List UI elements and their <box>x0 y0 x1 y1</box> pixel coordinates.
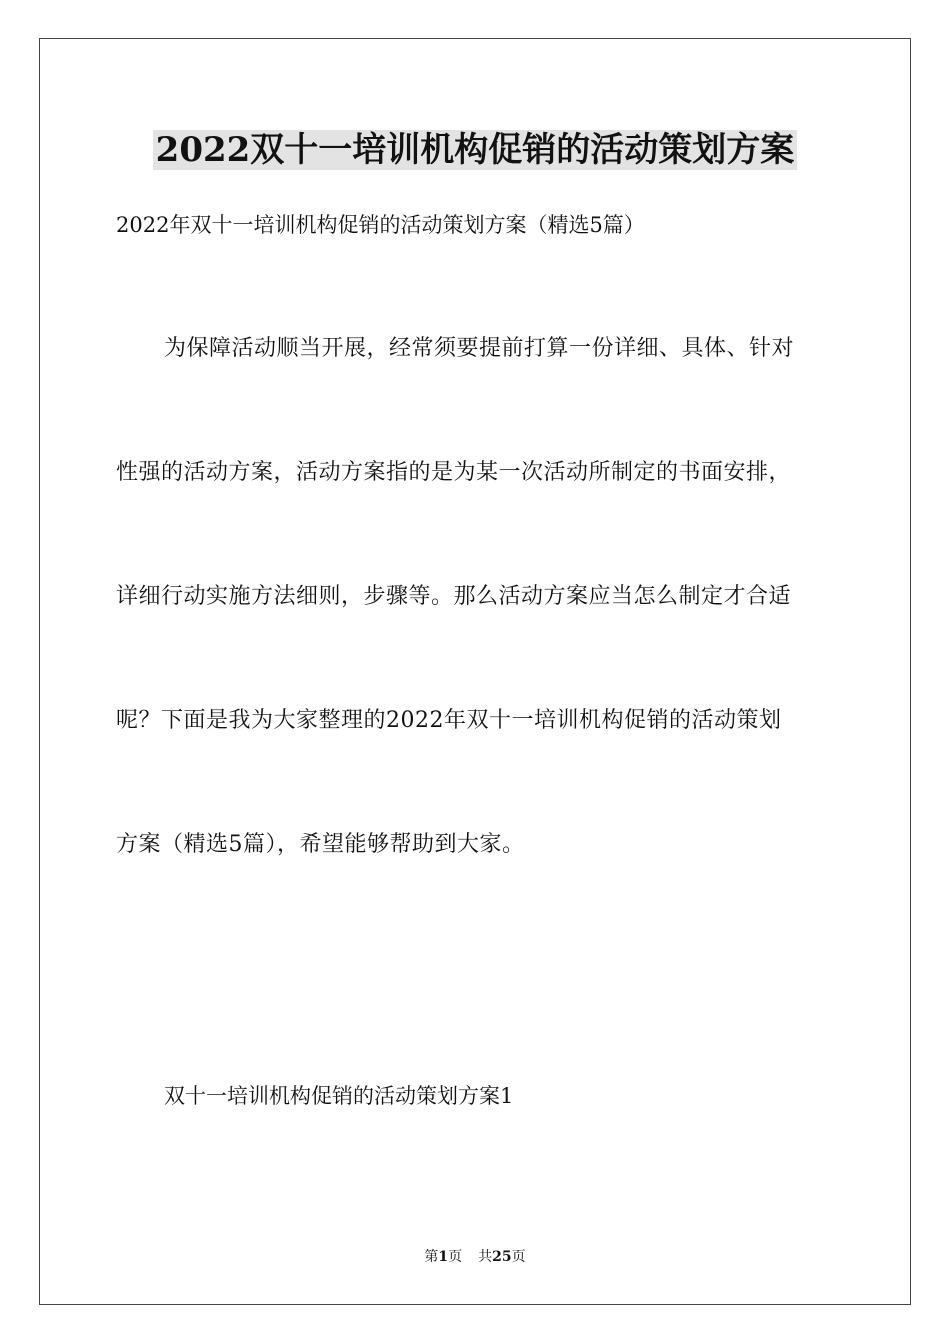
footer-total-suffix: 页 <box>511 1249 526 1265</box>
document-title <box>0 124 950 176</box>
document-subtitle: 2022年双十一培训机构促销的活动策划方案（精选5篇） <box>116 213 645 237</box>
section-heading: 双十一培训机构促销的活动策划方案1 <box>164 1084 514 1108</box>
page-footer <box>0 1247 950 1267</box>
paragraph-line-3: 详细行动实施方法细则，步骤等。那么活动方案应当怎么制定才合适 <box>116 584 792 609</box>
paragraph-line-2: 性强的活动方案，活动方案指的是为某一次活动所制定的书面安排， <box>116 460 792 485</box>
paragraph-line-4: 呢？下面是我为大家整理的2022年双十一培训机构促销的活动策划 <box>116 708 782 733</box>
document-title-text: 2022双十一培训机构促销的活动策划方案 <box>153 130 798 170</box>
footer-total-pages: 25 <box>492 1249 512 1265</box>
paragraph-line-5: 方案（精选5篇），希望能够帮助到大家。 <box>116 832 525 857</box>
footer-page-suffix: 页 <box>448 1249 463 1265</box>
footer-page-number: 1 <box>438 1249 449 1265</box>
paragraph-line-1: 为保障活动顺当开展，经常须要提前打算一份详细、具体、针对 <box>164 336 795 361</box>
footer-total-prefix: 共 <box>478 1249 493 1265</box>
footer-page-prefix: 第 <box>424 1249 439 1265</box>
